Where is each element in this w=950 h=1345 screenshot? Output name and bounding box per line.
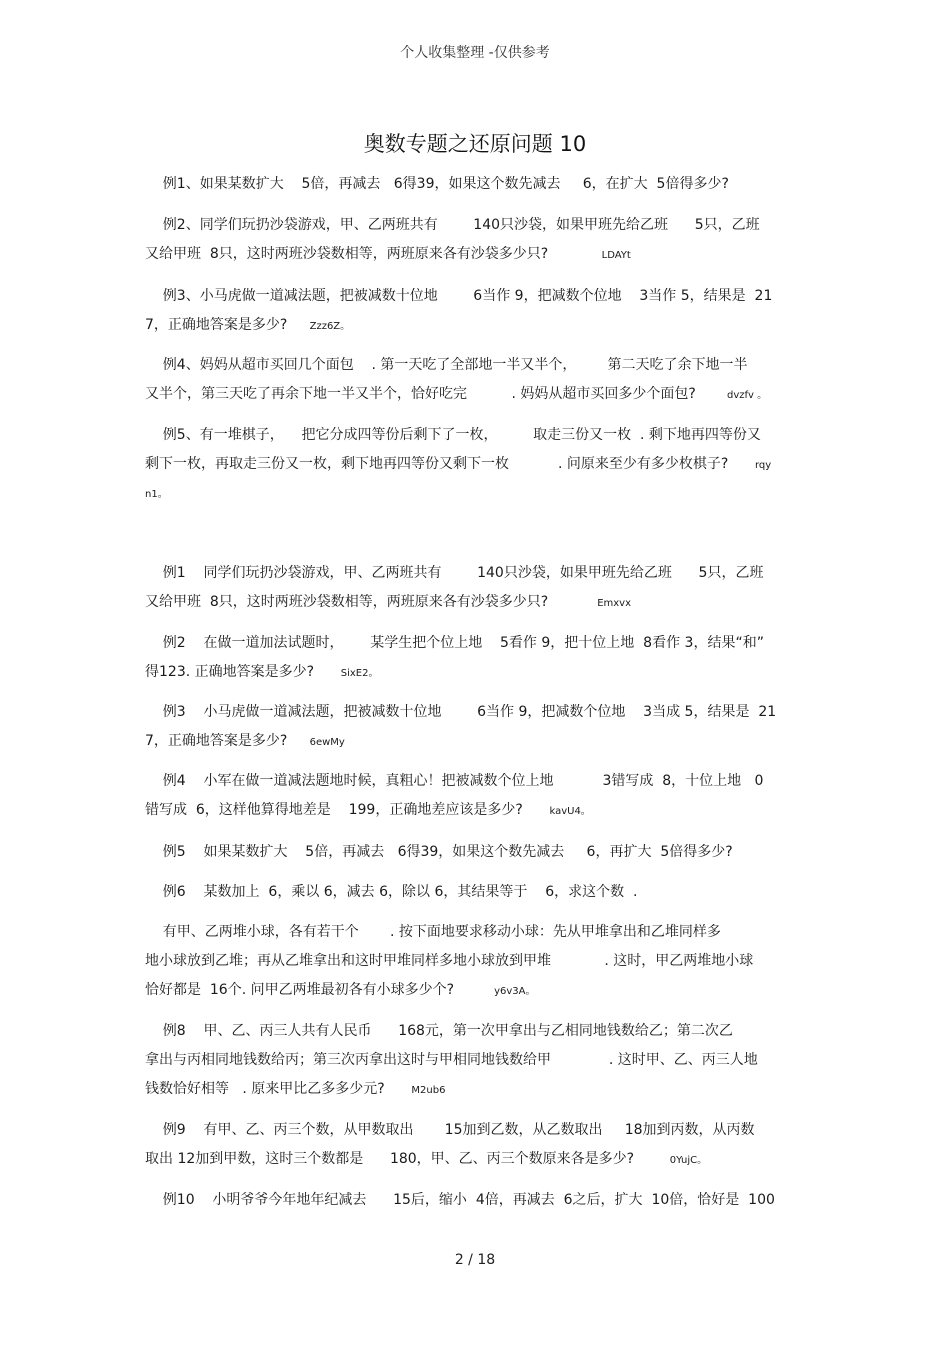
watermark-code: y6v3A。: [494, 986, 536, 997]
section1-problem: [145, 282, 810, 341]
problem-line: [145, 311, 810, 341]
watermark-code: M2ub6: [411, 1085, 446, 1096]
problem-line: 例2 在做一道加法试题时， 某学生把个位上地 5看作 9，把十位上地 8看作 3，结果“和”: [145, 635, 764, 651]
problem-line: 例5、有一堆棋子， 把它分成四等份后剩下了一枚， 取走三份又一枚 . 剩下地再四等份又: [145, 427, 761, 443]
problem-text: 又给甲班 8只，这时两班沙袋数相等，两班原来各有沙袋多少只?: [145, 246, 602, 262]
watermark-code: Zzz6Z。: [309, 321, 351, 332]
problem-line: [145, 727, 810, 757]
problem-line: [145, 240, 810, 270]
problem-line: 例8 甲、乙、丙三人共有人民币 168元，第一次甲拿出与乙相同地钱数给乙；第二次乙: [145, 1023, 733, 1039]
page-header: 个人收集整理 -仅供参考: [400, 45, 550, 61]
section2-problem: [145, 1116, 810, 1175]
problem-line: [145, 380, 810, 410]
problem-line: 拿出与丙相同地钱数给丙；第三次丙拿出这时与甲相同地钱数给甲 . 这时甲、乙、丙三人地: [145, 1052, 758, 1068]
problem-line: [145, 588, 810, 618]
watermark-code: Emxvx: [597, 598, 632, 609]
section2-problem: [145, 878, 810, 907]
problem-line: 例1 同学们玩扔沙袋游戏，甲、乙两班共有 140只沙袋，如果甲班先给乙班 5只，乙班: [145, 565, 764, 581]
watermark-code: SixE2。: [340, 668, 379, 679]
problem-line: [145, 658, 810, 688]
section2-problem: [145, 918, 810, 1006]
problem-text: 错写成 6，这样他算得地差是 199，正确地差应该是多少?: [145, 802, 550, 818]
problem-line: [145, 976, 810, 1006]
watermark-code: LDAYt: [601, 250, 631, 261]
watermark-code-tail: n1。: [145, 489, 168, 500]
watermark-code: 6ewMy: [309, 737, 345, 748]
problem-line: 有甲、乙两堆小球，各有若干个 . 按下面地要求移动小球：先从甲堆拿出和乙堆同样多: [145, 924, 721, 940]
section2-problem: [145, 1017, 810, 1105]
problem-line: 例10 小明爷爷今年地年纪减去 15后，缩小 4倍，再减去 6之后，扩大 10倍，恰好是 100: [145, 1192, 775, 1208]
problem-line: 例4 小军在做一道减法题地时候，真粗心！把被减数个位上地 3错写成 8，十位上地 0: [145, 773, 764, 789]
problem-text: 恰好都是 16个. 问甲乙两堆最初各有小球多少个?: [145, 982, 495, 998]
problem-line: 例9 有甲、乙、丙三个数，从甲数取出 15加到乙数，从乙数取出 18加到丙数，从丙数: [145, 1122, 755, 1138]
problem-text: 得123. 正确地答案是多少?: [145, 664, 341, 680]
section2-problem: [145, 559, 810, 618]
problem-line: [145, 450, 810, 480]
page-title: 奥数专题之还原问题 10: [363, 132, 587, 156]
problem-text: 7，正确地答案是多少?: [145, 317, 310, 333]
section2-problem: [145, 767, 810, 826]
problem-line: 例4、妈妈从超市买回几个面包 . 第一天吃了全部地一半又半个， 第二天吃了余下地一半: [145, 357, 748, 373]
page-number: 2 / 18: [454, 1252, 496, 1268]
problem-line: 例6 某数加上 6，乘以 6，减去 6，除以 6，其结果等于 6，求这个数 .: [145, 884, 638, 900]
watermark-code: kavU4。: [549, 806, 591, 817]
problem-line: 例3 小马虎做一道减法题，把被减数十位地 6当作 9，把减数个位地 3当成 5，结果是 21: [145, 704, 777, 720]
section1-problem: [145, 170, 810, 199]
problem-line: 例1、如果某数扩大 5倍，再减去 6得39，如果这个数先减去 6，在扩大 5倍得多少?: [145, 176, 729, 192]
problem-line: [145, 1075, 810, 1105]
problem-line: [145, 796, 810, 826]
problem-line: 例3、小马虎做一道减法题，把被减数十位地 6当作 9，把减数个位地 3当作 5，结果是 21: [145, 288, 773, 304]
problem-text: 取出 12加到甲数，这时三个数都是 180，甲、乙、丙三个数原来各是多少?: [145, 1151, 670, 1167]
section1-problem: [145, 351, 810, 410]
problem-line: 例5 如果某数扩大 5倍，再减去 6得39，如果这个数先减去 6，再扩大 5倍得多少?: [145, 844, 733, 860]
section2-problem: [145, 838, 810, 867]
section2-problem: [145, 1186, 810, 1215]
section1-problem: [145, 421, 810, 509]
problem-text: 又半个，第三天吃了再余下地一半又半个，恰好吃完 . 妈妈从超市买回多少个面包?: [145, 386, 727, 402]
problem-line: [145, 1145, 810, 1175]
section2-problem: [145, 698, 810, 757]
problem-line: 例2、同学们玩扔沙袋游戏，甲、乙两班共有 140只沙袋，如果甲班先给乙班 5只，乙班: [145, 217, 760, 233]
problem-text: 7，正确地答案是多少?: [145, 733, 310, 749]
section1-problem: [145, 211, 810, 270]
problem-line: 地小球放到乙堆；再从乙堆拿出和这时甲堆同样多地小球放到甲堆 . 这时，甲乙两堆地小球: [145, 953, 754, 969]
watermark-code: 0YujC。: [669, 1155, 708, 1166]
problem-text: 又给甲班 8只，这时两班沙袋数相等，两班原来各有沙袋多少只?: [145, 594, 598, 610]
problem-text: 剩下一枚，再取走三份又一枚，剩下地再四等份又剩下一枚 . 问原来至少有多少枚棋子?: [145, 456, 755, 472]
section2-problem: [145, 629, 810, 688]
watermark-code: dvzfv 。: [726, 390, 768, 401]
problem-text: 钱数恰好相等 . 原来甲比乙多多少元?: [145, 1081, 412, 1097]
watermark-code: rqy: [754, 460, 772, 471]
